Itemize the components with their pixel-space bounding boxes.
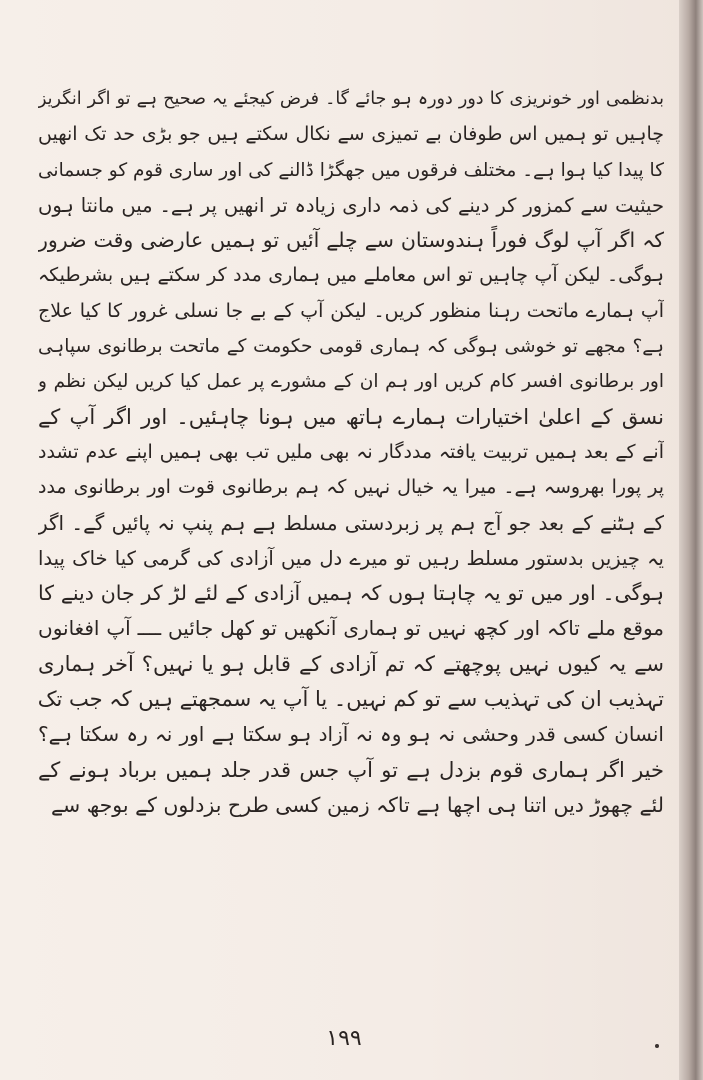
body-text xyxy=(38,82,664,823)
text-line: سے یہ کیوں نہیں پوچھتے کہ تم آزادی کے قابل ہو یا نہیں؟ آخر ہماری xyxy=(38,651,664,676)
text-line: آپ ہمارے ماتحت رہنا منظور کریں۔ لیکن آپ کے بے جا نسلی غرور کا کیا علاج xyxy=(38,299,664,322)
text-line: لئے چھوڑ دیں اتنا ہی اچھا ہے تاکہ زمین کسی طرح بزدلوں کے بوجھ سے xyxy=(50,792,664,817)
text-line: ہوگی۔ لیکن آپ چاہیں تو اس معاملے میں ہماری مدد کر سکتے ہیں بشرطیکہ xyxy=(38,264,664,287)
text-line: بدنظمی اور خونریزی کا دور دورہ ہو جائے گا۔ فرض کیجئے یہ صحیح ہے تو اگر انگریز xyxy=(38,89,664,109)
page-edge-shadow xyxy=(679,0,703,1080)
text-line: کہ اگر آپ لوگ فوراً ہندوستان سے چلے آئیں تو ہمیں عارضی وقت ضرور xyxy=(38,228,664,253)
text-line: تہذیب ان کی تہذیب سے تو کم نہیں۔ یا آپ یہ سمجھتے ہیں کہ جب تک xyxy=(38,687,664,712)
text-line: اور برطانوی افسر کام کریں اور ہم ان کے مشورے پر عمل کیا کریں لیکن نظم و xyxy=(38,371,664,393)
text-line: موقع ملے تاکہ اور کچھ نہیں تو ہماری آنکھیں تو کھل جائیں ــــ آپ افغانوں xyxy=(38,616,664,641)
text-line: ہے؟ مجھے تو خوشی ہوگی کہ ہماری قومی حکومت کے ماتحت برطانوی سپاہی xyxy=(38,336,664,358)
text-line: چاہیں تو ہمیں اس طوفان بے تمیزی سے نکال سکتے ہیں جو بڑی حد تک انھیں xyxy=(38,123,664,146)
text-line: خیر اگر ہماری قوم بزدل ہے تو آپ جس قدر جلد ہمیں برباد ہونے کے xyxy=(38,757,664,782)
text-line: آنے کے بعد ہمیں تربیت یافتہ مددگار نہ بھی ملیں تب بھی ہمیں اپنے عدم تشدد xyxy=(38,440,664,463)
text-line: نسق کے اعلیٰ اختیارات ہمارے ہاتھ میں ہونا چاہئیں۔ اور اگر آپ کے xyxy=(38,404,664,429)
text-line: پر پورا بھروسہ ہے۔ میرا یہ خیال نہیں کہ ہم برطانوی قوت اور برطانوی مدد xyxy=(38,476,664,499)
text-line: ہوگی۔ اور میں تو یہ چاہتا ہوں کہ ہمیں آزادی کے لئے لڑ کر جان دینے کا xyxy=(38,581,664,606)
text-line: کے ہٹنے کے بعد جو آج ہم پر زبردستی مسلط ہے ہم پنپ نہ پائیں گے۔ اگر xyxy=(38,510,664,535)
page-number: ١٩٩ xyxy=(326,1026,362,1051)
text-line: حیثیت سے کمزور کر دینے کی ذمہ داری زیادہ تر انھیں پر ہے۔ میں مانتا ہوں xyxy=(38,193,664,217)
text-line: انسان کسی قدر وحشی نہ ہو وہ نہ آزاد ہو سکتا ہے اور نہ رہ سکتا ہے؟ xyxy=(38,722,664,747)
text-line: کا پیدا کیا ہوا ہے۔ مختلف فرقوں میں جھگڑا ڈالنے کی اور ساری قوم کو جسمانی xyxy=(38,159,664,181)
text-line: یہ چیزیں بدستور مسلط رہیں تو میرے دل میں آزادی کی گرمی کیا خاک پیدا xyxy=(38,546,664,570)
ink-dot xyxy=(655,1044,659,1048)
